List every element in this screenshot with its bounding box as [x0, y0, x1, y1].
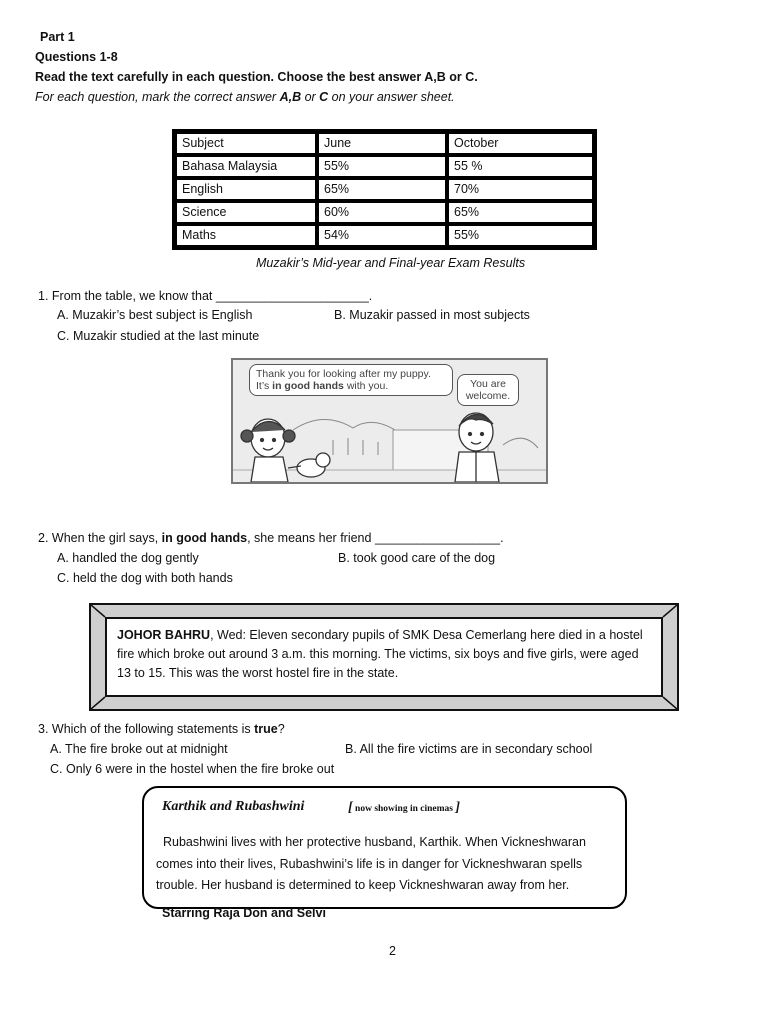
table-cell: 55 %: [447, 155, 594, 178]
bubble-text: with you.: [343, 380, 389, 392]
table-row: [175, 155, 594, 178]
header-cell: June: [317, 132, 447, 155]
movie-status-tag: [348, 800, 460, 816]
q1-option-c: C. Muzakir studied at the last minute: [57, 329, 260, 343]
news-article-panel: [105, 617, 663, 697]
table-header-row: [175, 132, 594, 155]
table-cell: 60%: [317, 201, 447, 224]
news-article-box: [89, 603, 679, 711]
table-cell: 55%: [317, 155, 447, 178]
table-cell: English: [175, 178, 317, 201]
q2-option-b: B. took good care of the dog: [338, 551, 496, 565]
table-row: [175, 178, 594, 201]
q3-option-a: A. The fire broke out at midnight: [50, 742, 228, 756]
news-article-text: [117, 626, 653, 683]
boy-speech-bubble: You are welcome.: [457, 374, 519, 406]
bracket-open: [: [348, 800, 353, 815]
header-cell: Subject: [175, 132, 317, 155]
table-cell: Maths: [175, 224, 317, 247]
movie-starring: Starring Raja Don and Selvi: [162, 906, 326, 920]
answer-note-part: For each question, mark the correct answer: [35, 90, 280, 104]
q1-stem: 1. From the table, we know that ______________________.: [38, 289, 373, 303]
girl-speech-bubble: [249, 364, 453, 396]
now-showing-label: now showing in cinemas: [352, 804, 456, 814]
q1-option-b: B. Muzakir passed in most subjects: [334, 308, 530, 322]
q2-stem-part: 2. When the girl says,: [38, 531, 162, 545]
table-row: [175, 224, 594, 247]
news-body: , Wed: Eleven secondary pupils of SMK Desa Cemerlang here died in a hostel fire which broke out around 3 a.m. this morning. The victims, six boys and five girls, were aged 13 to 15. This was the worst hostel fire in the state.: [117, 628, 643, 680]
news-dateline: JOHOR BAHRU: [117, 628, 211, 642]
instruction-text: Read the text carefully in each question. Choose the best answer A,B or C.: [35, 70, 478, 84]
answer-note-part: or: [301, 90, 320, 104]
q2-option-a: A. handled the dog gently: [57, 551, 199, 565]
bracket-close: ]: [455, 800, 461, 815]
header-cell: October: [447, 132, 594, 155]
table-row: [175, 201, 594, 224]
part-title: Part 1: [40, 30, 75, 44]
table-cell: Science: [175, 201, 317, 224]
q2-option-c: C. held the dog with both hands: [57, 571, 233, 585]
q2-stem: [38, 531, 504, 545]
page-number: 2: [389, 944, 396, 958]
q3-stem-bold: true: [254, 722, 278, 736]
q3-option-c: C. Only 6 were in the hostel when the fire broke out: [50, 762, 335, 776]
q1-option-a: A. Muzakir’s best subject is English: [57, 308, 253, 322]
table-cell: 70%: [447, 178, 594, 201]
table-caption: Muzakir’s Mid-year and Final-year Exam Results: [256, 256, 526, 270]
q3-stem-part: 3. Which of the following statements is: [38, 722, 255, 736]
answer-note-part: on your answer sheet.: [328, 90, 455, 104]
exam-results-table: [172, 129, 597, 250]
q2-stem-bold: in good hands: [161, 531, 248, 545]
q3-stem: [38, 722, 285, 736]
table-cell: 54%: [317, 224, 447, 247]
answer-sheet-note: [35, 90, 455, 104]
answer-note-bold: C: [319, 90, 329, 104]
bubble-text: Thank you for looking after my puppy. It’s: [256, 368, 431, 392]
table-cell: 65%: [317, 178, 447, 201]
q3-option-b: B. All the fire victims are in secondary school: [345, 742, 593, 756]
q2-stem-part: , she means her friend __________________.: [247, 531, 504, 545]
table-cell: Bahasa Malaysia: [175, 155, 317, 178]
table-cell: 55%: [447, 224, 594, 247]
comic-picture: [231, 358, 548, 484]
questions-range: Questions 1-8: [35, 50, 118, 64]
answer-note-bold: A,B: [279, 90, 302, 104]
bubble-text-bold: in good hands: [272, 380, 344, 392]
q3-stem-part: ?: [277, 722, 285, 736]
movie-synopsis: Rubashwini lives with her protective husband, Karthik. When Vickneshwaran comes into their lives, Rubashwini’s life is in danger for Vickneshwaran spells trouble. Her husband is determined to keep Vickneshwaran away from her.: [156, 835, 586, 892]
table-cell: 65%: [447, 201, 594, 224]
movie-title: Karthik and Rubashwini: [162, 799, 305, 814]
